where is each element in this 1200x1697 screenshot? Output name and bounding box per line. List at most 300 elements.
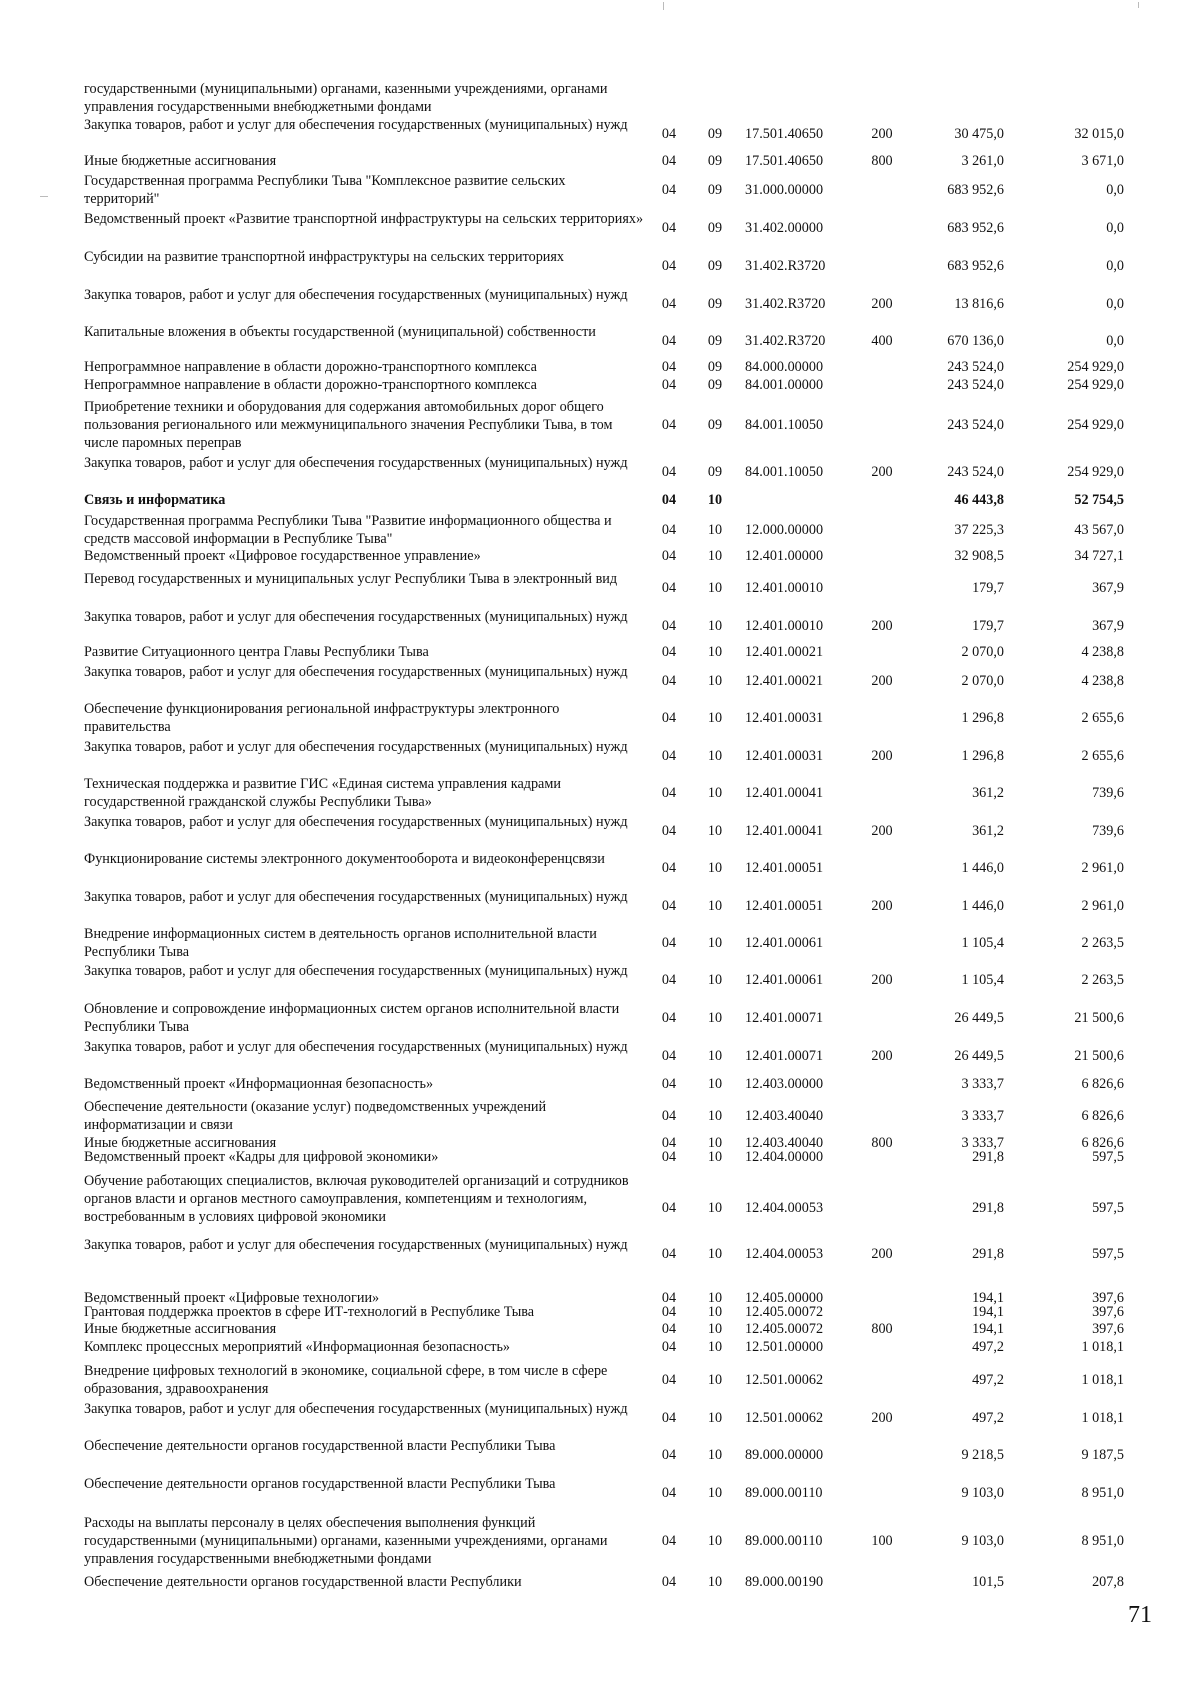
table-row <box>0 248 1200 284</box>
target-article-cell: 12.000.00000 <box>745 522 824 538</box>
amount-year1-cell: 3 333,7 <box>961 1135 1004 1151</box>
section-cell: 04 <box>661 1321 677 1337</box>
section-cell: 04 <box>661 823 677 839</box>
subsection-cell: 09 <box>707 377 723 393</box>
row-name-cell: Ведомственный проект «Цифровые технологии» <box>84 1290 380 1306</box>
table-row <box>0 1303 1200 1321</box>
section-cell: 04 <box>661 1447 677 1463</box>
subsection-cell: 09 <box>707 258 723 274</box>
amount-year2-cell: 207,8 <box>1092 1574 1124 1590</box>
amount-year1-cell: 26 449,5 <box>954 1010 1004 1026</box>
table-row <box>0 1400 1200 1436</box>
amount-year2-cell: 397,6 <box>1092 1290 1124 1306</box>
amount-year1-cell: 497,2 <box>972 1372 1004 1388</box>
row-name-cell: Иные бюджетные ассигнования <box>84 153 277 169</box>
table-row <box>0 738 1200 774</box>
amount-year1-cell: 3 261,0 <box>961 153 1004 169</box>
amount-year2-cell: 597,5 <box>1092 1200 1124 1216</box>
section-cell: 04 <box>661 580 677 596</box>
subsection-cell: 10 <box>707 492 723 508</box>
amount-year2-cell: 2 961,0 <box>1081 860 1124 876</box>
row-name-cell: Государственная программа Республики Тыва "Развитие информационного общества и средств массовой информации в Республике Тыва" <box>84 513 612 547</box>
section-cell: 04 <box>661 417 677 433</box>
amount-year2-cell: 1 018,1 <box>1081 1339 1124 1355</box>
section-cell: 04 <box>661 1108 677 1124</box>
section-cell: 04 <box>661 182 677 198</box>
row-name-cell: Закупка товаров, работ и услуг для обеспечения государственных (муниципальных) нужд <box>84 889 628 905</box>
amount-year2-cell: 2 655,6 <box>1081 710 1124 726</box>
amount-year2-cell: 254 929,0 <box>1067 417 1124 433</box>
subsection-cell: 10 <box>707 1339 723 1355</box>
amount-year1-cell: 243 524,0 <box>947 359 1004 375</box>
expense-type-cell: 200 <box>871 464 893 480</box>
subsection-cell: 09 <box>707 153 723 169</box>
subsection-cell: 10 <box>707 748 723 764</box>
target-article-cell: 12.401.00021 <box>745 673 824 689</box>
amount-year1-cell: 361,2 <box>972 785 1004 801</box>
expense-type-cell: 200 <box>871 972 893 988</box>
table-row <box>0 962 1200 998</box>
section-cell: 04 <box>661 492 677 508</box>
subsection-cell: 10 <box>707 860 723 876</box>
row-name-cell: Непрограммное направление в области дорожно-транспортного комплекса <box>84 377 537 393</box>
table-row <box>0 286 1200 322</box>
amount-year1-cell: 9 218,5 <box>961 1447 1004 1463</box>
amount-year2-cell: 367,9 <box>1092 580 1124 596</box>
row-name-cell: Закупка товаров, работ и услуг для обеспечения государственных (муниципальных) нужд <box>84 814 628 830</box>
target-article-cell: 12.401.00051 <box>745 860 824 876</box>
row-name-cell: Развитие Ситуационного центра Главы Республики Тыва <box>84 644 429 660</box>
amount-year1-cell: 37 225,3 <box>954 522 1004 538</box>
amount-year1-cell: 9 103,0 <box>961 1533 1004 1549</box>
subsection-cell: 10 <box>707 898 723 914</box>
section-cell: 04 <box>661 220 677 236</box>
subsection-cell: 09 <box>707 464 723 480</box>
section-cell: 04 <box>661 644 677 660</box>
amount-year2-cell: 397,6 <box>1092 1321 1124 1337</box>
row-name-cell: Техническая поддержка и развитие ГИС «Единая система управления кадрами государственной гражданской службы Республики Тыва» <box>84 776 561 810</box>
target-article-cell: 12.401.00031 <box>745 710 824 726</box>
row-name-cell: Обучение работающих специалистов, включая руководителей организаций и сотрудников органов власти и органов местного самоуправления, компетенциям и технологиям, востребованным в условиях цифровой экономики <box>84 1173 629 1225</box>
row-name-cell: Перевод государственных и муниципальных услуг Республики Тыва в электронный вид <box>84 571 618 587</box>
subsection-cell: 09 <box>707 359 723 375</box>
section-cell: 04 <box>661 673 677 689</box>
expense-type-cell: 100 <box>871 1533 893 1549</box>
amount-year1-cell: 179,7 <box>972 618 1004 634</box>
amount-year1-cell: 13 816,6 <box>954 296 1004 312</box>
target-article-cell: 12.405.00072 <box>745 1304 824 1320</box>
section-cell: 04 <box>661 1304 677 1320</box>
table-row <box>0 925 1200 961</box>
section-cell: 04 <box>661 1048 677 1064</box>
amount-year1-cell: 291,8 <box>972 1149 1004 1165</box>
target-article-cell: 17.501.40650 <box>745 153 824 169</box>
target-article-cell: 12.403.40040 <box>745 1108 824 1124</box>
table-row <box>0 454 1200 490</box>
amount-year2-cell: 0,0 <box>1106 182 1124 198</box>
subsection-cell: 10 <box>707 1246 723 1262</box>
amount-year1-cell: 3 333,7 <box>961 1076 1004 1092</box>
amount-year2-cell: 0,0 <box>1106 333 1124 349</box>
row-name-cell: Иные бюджетные ассигнования <box>84 1135 277 1151</box>
expense-type-cell: 200 <box>871 673 893 689</box>
amount-year2-cell: 52 754,5 <box>1074 492 1124 508</box>
amount-year1-cell: 2 070,0 <box>961 644 1004 660</box>
section-cell: 04 <box>661 377 677 393</box>
table-row <box>0 116 1200 152</box>
row-name-cell: Комплекс процессных мероприятий «Информационная безопасность» <box>84 1339 511 1355</box>
target-article-cell: 12.405.00000 <box>745 1290 824 1306</box>
table-row <box>0 775 1200 811</box>
subsection-cell: 10 <box>707 1533 723 1549</box>
subsection-cell: 10 <box>707 972 723 988</box>
row-name-cell: государственными (муниципальными) органами, казенными учреждениями, органами управления государственными внебюджетными фондами <box>84 81 608 115</box>
table-row <box>0 663 1200 699</box>
amount-year2-cell: 1 018,1 <box>1081 1372 1124 1388</box>
row-name-cell: Расходы на выплаты персоналу в целях обеспечения выполнения функций государственными (муниципальными) органами, казенными учреждениями, органами управления государственными внебюджетными фондами <box>84 1515 608 1567</box>
table-row <box>0 700 1200 736</box>
amount-year1-cell: 1 296,8 <box>961 710 1004 726</box>
table-row <box>0 172 1200 208</box>
table-row <box>0 888 1200 924</box>
amount-year1-cell: 194,1 <box>972 1304 1004 1320</box>
subsection-cell: 10 <box>707 1010 723 1026</box>
table-row <box>0 1000 1200 1036</box>
amount-year2-cell: 367,9 <box>1092 618 1124 634</box>
table-row <box>0 1038 1200 1074</box>
table-row <box>0 1236 1200 1272</box>
row-name-cell: Ведомственный проект «Цифровое государственное управление» <box>84 548 481 564</box>
section-cell: 04 <box>661 785 677 801</box>
amount-year1-cell: 670 136,0 <box>947 333 1004 349</box>
table-row <box>0 850 1200 886</box>
amount-year2-cell: 254 929,0 <box>1067 464 1124 480</box>
amount-year2-cell: 397,6 <box>1092 1304 1124 1320</box>
subsection-cell: 10 <box>707 1410 723 1426</box>
target-article-cell: 84.001.10050 <box>745 417 824 433</box>
row-name-cell: Обеспечение деятельности органов государственной власти Республики Тыва <box>84 1438 556 1454</box>
section-cell: 04 <box>661 935 677 951</box>
table-row <box>0 570 1200 606</box>
subsection-cell: 10 <box>707 548 723 564</box>
table-row <box>0 1320 1200 1338</box>
target-article-cell: 12.401.00071 <box>745 1010 824 1026</box>
target-article-cell: 31.402.R3720 <box>745 258 826 274</box>
row-name-cell: Иные бюджетные ассигнования <box>84 1321 277 1337</box>
amount-year2-cell: 4 238,8 <box>1081 673 1124 689</box>
target-article-cell: 12.401.00021 <box>745 644 824 660</box>
amount-year2-cell: 9 187,5 <box>1081 1447 1124 1463</box>
row-name-cell: Обеспечение деятельности органов государственной власти Республики Тыва <box>84 1476 556 1492</box>
subsection-cell: 10 <box>707 1372 723 1388</box>
amount-year1-cell: 194,1 <box>972 1321 1004 1337</box>
target-article-cell: 12.403.00000 <box>745 1076 824 1092</box>
table-row <box>0 1475 1200 1511</box>
target-article-cell: 12.401.00041 <box>745 823 824 839</box>
section-cell: 04 <box>661 1076 677 1092</box>
table-row <box>0 1148 1200 1166</box>
target-article-cell: 12.401.00000 <box>745 548 824 564</box>
amount-year1-cell: 497,2 <box>972 1410 1004 1426</box>
section-cell: 04 <box>661 333 677 349</box>
amount-year2-cell: 32 015,0 <box>1074 126 1124 142</box>
subsection-cell: 10 <box>707 1485 723 1501</box>
expense-type-cell: 200 <box>871 1410 893 1426</box>
row-name-cell: Закупка товаров, работ и услуг для обеспечения государственных (муниципальных) нужд <box>84 609 628 625</box>
target-article-cell: 12.403.40040 <box>745 1135 824 1151</box>
expense-type-cell: 800 <box>871 1135 893 1151</box>
amount-year2-cell: 0,0 <box>1106 296 1124 312</box>
expense-type-cell: 200 <box>871 296 893 312</box>
amount-year2-cell: 597,5 <box>1092 1149 1124 1165</box>
amount-year2-cell: 739,6 <box>1092 823 1124 839</box>
expense-type-cell: 400 <box>871 333 893 349</box>
expense-type-cell: 800 <box>871 1321 893 1337</box>
target-article-cell: 31.000.00000 <box>745 182 824 198</box>
amount-year1-cell: 9 103,0 <box>961 1485 1004 1501</box>
scan-artifact-mark <box>663 2 664 10</box>
subsection-cell: 10 <box>707 1574 723 1590</box>
section-cell: 04 <box>661 1574 677 1590</box>
subsection-cell: 10 <box>707 1304 723 1320</box>
table-row <box>0 1362 1200 1398</box>
subsection-cell: 10 <box>707 1447 723 1463</box>
section-cell: 04 <box>661 1290 677 1306</box>
target-article-cell: 84.001.10050 <box>745 464 824 480</box>
amount-year2-cell: 2 961,0 <box>1081 898 1124 914</box>
target-article-cell: 89.000.00110 <box>745 1533 823 1549</box>
row-name-cell: Закупка товаров, работ и услуг для обеспечения государственных (муниципальных) нужд <box>84 739 628 755</box>
expense-type-cell: 800 <box>871 153 893 169</box>
amount-year2-cell: 6 826,6 <box>1081 1076 1124 1092</box>
row-name-cell: Ведомственный проект «Развитие транспортной инфраструктуры на сельских территориях» <box>84 211 644 227</box>
target-article-cell: 31.402.00000 <box>745 220 824 236</box>
row-name-cell: Ведомственный проект «Кадры для цифровой экономики» <box>84 1149 439 1165</box>
amount-year1-cell: 243 524,0 <box>947 417 1004 433</box>
row-name-cell: Внедрение информационных систем в деятельность органов исполнительной власти Республики Тыва <box>84 926 597 960</box>
target-article-cell: 84.001.00000 <box>745 377 824 393</box>
table-row <box>0 210 1200 246</box>
row-name-cell: Закупка товаров, работ и услуг для обеспечения государственных (муниципальных) нужд <box>84 1237 628 1253</box>
row-name-cell: Функционирование системы электронного документооборота и видеоконференцсвязи <box>84 851 605 867</box>
subsection-cell: 10 <box>707 935 723 951</box>
amount-year2-cell: 2 655,6 <box>1081 748 1124 764</box>
target-article-cell: 89.000.00000 <box>745 1447 824 1463</box>
subsection-cell: 09 <box>707 417 723 433</box>
target-article-cell: 31.402.R3720 <box>745 296 826 312</box>
target-article-cell: 84.000.00000 <box>745 359 824 375</box>
target-article-cell: 12.401.00010 <box>745 618 824 634</box>
subsection-cell: 10 <box>707 522 723 538</box>
target-article-cell: 12.404.00000 <box>745 1149 824 1165</box>
table-row <box>0 376 1200 394</box>
section-cell: 04 <box>661 618 677 634</box>
amount-year1-cell: 291,8 <box>972 1246 1004 1262</box>
amount-year2-cell: 43 567,0 <box>1074 522 1124 538</box>
table-row <box>0 1437 1200 1473</box>
amount-year2-cell: 597,5 <box>1092 1246 1124 1262</box>
amount-year1-cell: 497,2 <box>972 1339 1004 1355</box>
section-cell: 04 <box>661 359 677 375</box>
subsection-cell: 10 <box>707 1321 723 1337</box>
section-cell: 04 <box>661 1533 677 1549</box>
amount-year1-cell: 101,5 <box>972 1574 1004 1590</box>
amount-year1-cell: 32 908,5 <box>954 548 1004 564</box>
subsection-cell: 10 <box>707 1149 723 1165</box>
subsection-cell: 09 <box>707 126 723 142</box>
target-article-cell: 12.401.00061 <box>745 972 824 988</box>
table-row <box>0 1338 1200 1356</box>
row-name-cell: Закупка товаров, работ и услуг для обеспечения государственных (муниципальных) нужд <box>84 1039 628 1055</box>
target-article-cell: 12.404.00053 <box>745 1200 824 1216</box>
subsection-cell: 09 <box>707 333 723 349</box>
amount-year1-cell: 683 952,6 <box>947 182 1004 198</box>
page-number: 71 <box>1128 1602 1152 1628</box>
subsection-cell: 10 <box>707 785 723 801</box>
table-section-row <box>0 491 1200 509</box>
target-article-cell: 12.501.00000 <box>745 1339 824 1355</box>
scan-artifact-mark <box>1138 2 1139 8</box>
amount-year2-cell: 254 929,0 <box>1067 359 1124 375</box>
row-name-cell: Непрограммное направление в области дорожно-транспортного комплекса <box>84 359 537 375</box>
row-name-cell: Обновление и сопровождение информационных систем органов исполнительной власти Республики Тыва <box>84 1001 620 1035</box>
expense-type-cell: 200 <box>871 1048 893 1064</box>
row-name-cell: Связь и информатика <box>84 492 226 508</box>
amount-year1-cell: 26 449,5 <box>954 1048 1004 1064</box>
table-row <box>0 398 1200 452</box>
row-name-cell: Капитальные вложения в объекты государственной (муниципальной) собственности <box>84 324 596 340</box>
section-cell: 04 <box>661 972 677 988</box>
row-name-cell: Государственная программа Республики Тыва "Комплексное развитие сельских территорий" <box>84 173 566 207</box>
target-article-cell: 12.501.00062 <box>745 1372 824 1388</box>
subsection-cell: 10 <box>707 1290 723 1306</box>
section-cell: 04 <box>661 748 677 764</box>
amount-year1-cell: 2 070,0 <box>961 673 1004 689</box>
amount-year1-cell: 1 105,4 <box>961 972 1004 988</box>
row-name-cell: Субсидии на развитие транспортной инфраструктуры на сельских территориях <box>84 249 564 265</box>
amount-year1-cell: 291,8 <box>972 1200 1004 1216</box>
row-name-cell: Закупка товаров, работ и услуг для обеспечения государственных (муниципальных) нужд <box>84 1401 628 1417</box>
subsection-cell: 09 <box>707 182 723 198</box>
section-cell: 04 <box>661 1485 677 1501</box>
amount-year1-cell: 243 524,0 <box>947 464 1004 480</box>
target-article-cell: 12.401.00010 <box>745 580 824 596</box>
target-article-cell: 12.401.00061 <box>745 935 824 951</box>
table-row <box>0 358 1200 376</box>
section-cell: 04 <box>661 258 677 274</box>
amount-year2-cell: 21 500,6 <box>1074 1010 1124 1026</box>
row-name-cell: Грантовая поддержка проектов в сфере ИТ-технологий в Республике Тыва <box>84 1304 535 1320</box>
section-cell: 04 <box>661 1410 677 1426</box>
section-cell: 04 <box>661 1149 677 1165</box>
amount-year2-cell: 1 018,1 <box>1081 1410 1124 1426</box>
table-row <box>0 1514 1200 1568</box>
table-row <box>0 152 1200 170</box>
section-cell: 04 <box>661 296 677 312</box>
expense-type-cell: 200 <box>871 823 893 839</box>
amount-year2-cell: 34 727,1 <box>1074 548 1124 564</box>
section-cell: 04 <box>661 464 677 480</box>
expense-type-cell: 200 <box>871 748 893 764</box>
subsection-cell: 10 <box>707 673 723 689</box>
target-article-cell: 12.401.00051 <box>745 898 824 914</box>
row-name-cell: Закупка товаров, работ и услуг для обеспечения государственных (муниципальных) нужд <box>84 455 628 471</box>
section-cell: 04 <box>661 126 677 142</box>
amount-year1-cell: 3 333,7 <box>961 1108 1004 1124</box>
section-cell: 04 <box>661 1339 677 1355</box>
row-name-cell: Обеспечение деятельности органов государственной власти Республики <box>84 1574 522 1590</box>
amount-year2-cell: 2 263,5 <box>1081 935 1124 951</box>
row-name-cell: Закупка товаров, работ и услуг для обеспечения государственных (муниципальных) нужд <box>84 287 628 303</box>
amount-year1-cell: 46 443,8 <box>954 492 1004 508</box>
row-name-cell: Закупка товаров, работ и услуг для обеспечения государственных (муниципальных) нужд <box>84 664 628 680</box>
target-article-cell: 12.401.00071 <box>745 1048 824 1064</box>
table-row <box>0 80 1200 116</box>
amount-year1-cell: 1 446,0 <box>961 860 1004 876</box>
section-cell: 04 <box>661 1372 677 1388</box>
section-cell: 04 <box>661 548 677 564</box>
expense-type-cell: 200 <box>871 618 893 634</box>
amount-year1-cell: 683 952,6 <box>947 220 1004 236</box>
target-article-cell: 31.402.R3720 <box>745 333 826 349</box>
amount-year1-cell: 30 475,0 <box>954 126 1004 142</box>
section-cell: 04 <box>661 1246 677 1262</box>
amount-year2-cell: 8 951,0 <box>1081 1485 1124 1501</box>
target-article-cell: 17.501.40650 <box>745 126 824 142</box>
section-cell: 04 <box>661 1135 677 1151</box>
amount-year2-cell: 4 238,8 <box>1081 644 1124 660</box>
amount-year1-cell: 1 446,0 <box>961 898 1004 914</box>
subsection-cell: 10 <box>707 1048 723 1064</box>
amount-year2-cell: 739,6 <box>1092 785 1124 801</box>
subsection-cell: 10 <box>707 618 723 634</box>
amount-year1-cell: 194,1 <box>972 1290 1004 1306</box>
subsection-cell: 10 <box>707 1108 723 1124</box>
section-cell: 04 <box>661 898 677 914</box>
target-article-cell: 89.000.00190 <box>745 1574 824 1590</box>
row-name-cell: Внедрение цифровых технологий в экономике, социальной сфере, в том числе в сфере образования, здравоохранения <box>84 1363 608 1397</box>
amount-year2-cell: 6 826,6 <box>1081 1135 1124 1151</box>
amount-year1-cell: 1 296,8 <box>961 748 1004 764</box>
amount-year1-cell: 179,7 <box>972 580 1004 596</box>
amount-year1-cell: 1 105,4 <box>961 935 1004 951</box>
amount-year1-cell: 683 952,6 <box>947 258 1004 274</box>
row-name-cell: Закупка товаров, работ и услуг для обеспечения государственных (муниципальных) нужд <box>84 117 628 133</box>
table-row <box>0 608 1200 644</box>
subsection-cell: 10 <box>707 1200 723 1216</box>
section-cell: 04 <box>661 1200 677 1216</box>
amount-year2-cell: 254 929,0 <box>1067 377 1124 393</box>
amount-year2-cell: 3 671,0 <box>1081 153 1124 169</box>
amount-year2-cell: 0,0 <box>1106 220 1124 236</box>
table-row <box>0 512 1200 548</box>
section-cell: 04 <box>661 860 677 876</box>
table-row <box>0 1573 1200 1591</box>
section-cell: 04 <box>661 710 677 726</box>
subsection-cell: 10 <box>707 710 723 726</box>
subsection-cell: 10 <box>707 823 723 839</box>
expense-type-cell: 200 <box>871 898 893 914</box>
table-row <box>0 1098 1200 1134</box>
table-row <box>0 323 1200 359</box>
target-article-cell: 12.401.00031 <box>745 748 824 764</box>
table-row <box>0 643 1200 661</box>
section-cell: 04 <box>661 522 677 538</box>
target-article-cell: 12.404.00053 <box>745 1246 824 1262</box>
row-name-cell: Приобретение техники и оборудования для содержания автомобильных дорог общего пользования регионального или межмуниципального значения Республики Тыва, в том числе паромных переправ <box>84 399 613 451</box>
amount-year2-cell: 2 263,5 <box>1081 972 1124 988</box>
subsection-cell: 09 <box>707 220 723 236</box>
